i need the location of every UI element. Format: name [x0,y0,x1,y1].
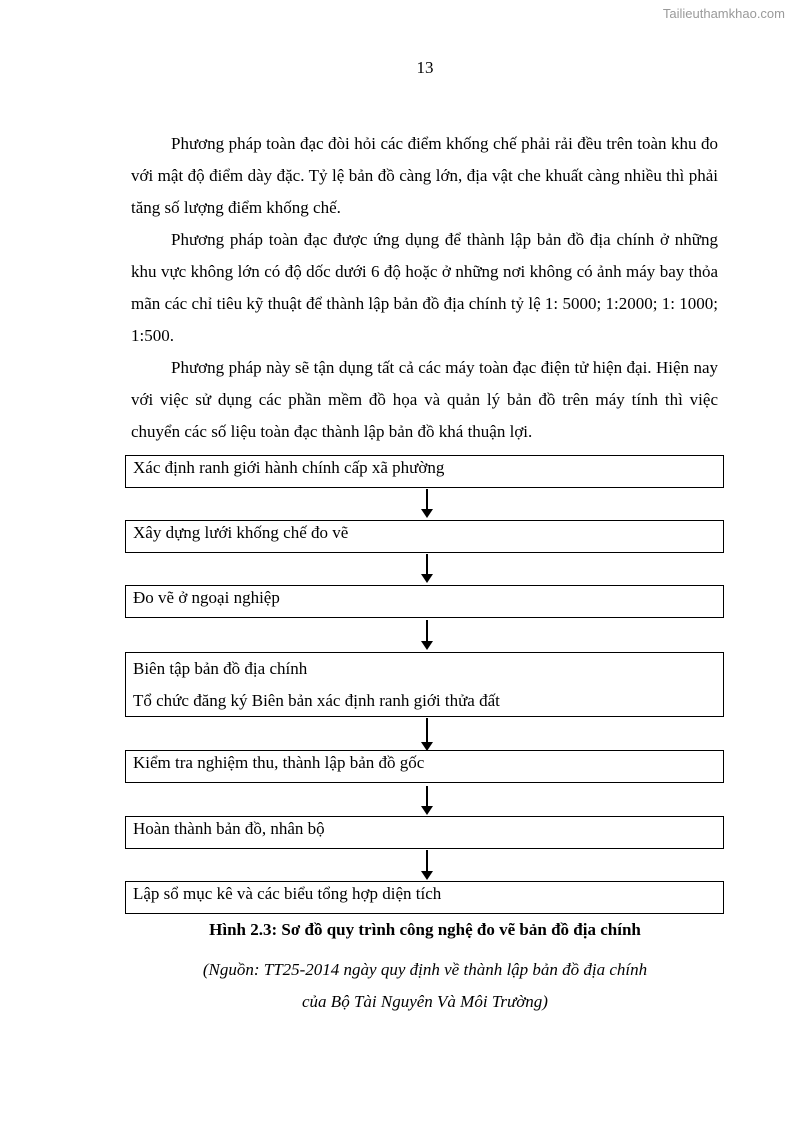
flow-step-text: Tổ chức đăng ký Biên bản xác định ranh giới thửa đất [133,691,500,710]
figure-source-line: của Bộ Tài Nguyên Và Môi Trường) [302,992,548,1011]
flow-step-1 [125,455,724,488]
flow-step-6 [125,816,724,849]
flow-arrow [421,718,433,750]
flow-step-text: Kiểm tra nghiệm thu, thành lập bản đồ gốc [133,753,425,772]
figure-source [0,954,794,1018]
flow-step-text: Xây dựng lưới khống chế đo vẽ [133,523,349,542]
paragraph: Phương pháp toàn đạc đòi hỏi các điểm khống chế phải rải đều trên toàn khu đo với mật độ điểm dày đặc. Tỷ lệ bản đồ càng lớn, địa vật che khuất càng nhiều thì phải tăng số lượng điểm khống chế. [131,134,718,217]
flow-step-text: Đo vẽ ở ngoại nghiệp [133,588,280,607]
flow-step-5 [125,750,724,783]
flow-arrow [421,786,433,815]
page-number: 13 [416,58,434,77]
flow-step-2 [125,520,724,553]
watermark-text: Tailieuthamkhao.com [662,6,785,21]
flow-step-text: Biên tập bản đồ địa chính [133,659,308,678]
flow-arrow [421,554,433,583]
flow-step-7 [125,881,724,914]
flow-arrow [421,489,433,518]
paragraph: Phương pháp này sẽ tận dụng tất cả các máy toàn đạc điện tử hiện đại. Hiện nay với việc sử dụng các phần mềm đồ họa và quản lý bản đồ trên máy tính thì việc chuyển các số liệu toàn đạc thành lập bản đồ khá thuận lợi. [131,358,718,441]
flow-step-text: Hoàn thành bản đồ, nhân bộ [133,819,325,838]
paragraph: Phương pháp toàn đạc được ứng dụng để thành lập bản đồ địa chính ở những khu vực không lớn có độ dốc dưới 6 độ hoặc ở những nơi không có ảnh máy bay thỏa mãn các chỉ tiêu kỹ thuật để thành lập bản đồ địa chính tỷ lệ 1: 5000; 1:2000; 1: 1000; 1:500. [131,230,718,345]
flow-arrow [421,850,433,880]
figure-title: Hình 2.3: Sơ đồ quy trình công nghệ đo vẽ bản đồ địa chính [209,920,641,939]
flow-step-3 [125,585,724,618]
flow-arrow [421,620,433,650]
flow-step-text: Lập sổ mục kê và các biểu tổng hợp diện tích [133,884,442,903]
body-text [131,128,718,448]
flow-step-4 [125,652,724,717]
flow-step-text: Xác định ranh giới hành chính cấp xã phường [133,458,445,477]
figure-source-line: (Nguồn: TT25-2014 ngày quy định về thành lập bản đồ địa chính [202,960,648,979]
